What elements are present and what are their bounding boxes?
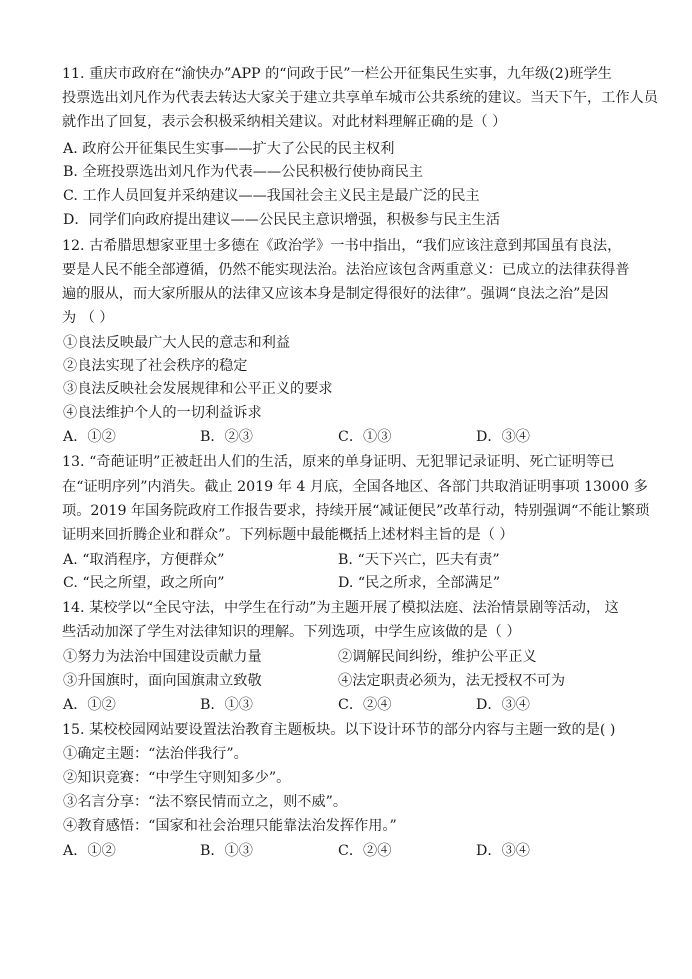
q13-options-row-1 [63,550,623,570]
q15-options-row [63,841,623,861]
q13-option-a: A. “取消程序，方便群众” [63,552,225,568]
q12-options-row [63,427,623,447]
q13-stem-line-4: 证明来回折腾企业和群众”。下列标题中最能概括上述材料主旨的是（ ） [62,527,514,543]
q12-stem-line-2: 要是人民不能全部遵循，仍然不能实现法治。法治应该包含两重意义：已成立的法律获得普 [62,262,630,278]
q12-stem-line-1: 12. 古希腊思想家亚里士多德在《政治学》一书中指出，“我们应该注意到邦国虽有良法， [62,238,622,254]
q15-stem-line-1: 15. 某校校园网站要设置法治教育主题板块。以下设计环节的部分内容与主题一致的是( ) [62,722,616,738]
q14-option-a: A．①② [63,697,116,713]
q15-item-2: ②知识竞赛：“中学生守则知多少”。 [63,770,291,786]
q14-stem-line-1: 14. 某校学以“全民守法，中学生在行动”为主题开展了模拟法庭、法治情景剧等活动， 这 [62,600,619,616]
q15-option-b: B．①③ [200,843,253,859]
q13-stem-line-2: 在“证明序列”内消失。截止 2019 年 4 月底，全国各地区、各部门共取消证明事项 13000 多 [62,479,648,495]
q11-option-a: A. 政府公开征集民生实事——扩大了公民的民主权利 [63,141,395,157]
q11-option-d: D．同学们向政府提出建议——公民民主意识增强，积极参与民主生活 [63,212,501,228]
q14-option-c: C．②④ [338,697,392,713]
q13-stem-line-3: 项。2019 年国务院政府工作报告要求，持续开展“减证便民”改革行动，特别强调“不能让繁琐 [62,503,650,519]
q15-option-a: A．①② [63,843,116,859]
q13-option-c: C. “民之所望，政之所向” [63,575,225,591]
q11-stem-line-1: 11. 重庆市政府在“渝快办”APP 的“问政于民”一栏公开征集民生实事，九年级(2)班学生 [62,66,612,82]
q12-option-b: B．②③ [200,429,253,445]
q11-option-b: B. 全班投票选出刘凡作为代表——公民积极行使协商民主 [63,164,423,180]
q14-option-d: D．③④ [476,697,530,713]
q12-option-c: C．①③ [338,429,392,445]
q12-item-1: ①良法反映最广大人民的意志和利益 [63,335,291,351]
q12-option-d: D．③④ [476,429,530,445]
q14-item-1: ①努力为法治中国建设贡献力量 [63,649,262,665]
q14-items-row-1 [63,647,623,667]
q15-item-3: ③名言分享：“法不察民情而立之，则不威”。 [63,794,348,810]
q13-option-d: D. “民之所求，全部满足” [338,575,501,591]
q12-item-2: ②良法实现了社会秩序的稳定 [63,358,248,374]
q11-option-c: C. 工作人员回复并采纳建议——我国社会主义民主是最广泛的民主 [63,188,480,204]
q13-options-row-2 [63,573,623,593]
q14-item-4: ④法定职责必须为，法无授权不可为 [338,673,566,689]
q14-item-3: ③升国旗时，面向国旗肃立致敬 [63,673,262,689]
q14-option-b: B．①③ [200,697,253,713]
q15-item-4: ④教育感悟：“国家和社会治理只能靠法治发挥作用。” [63,818,397,834]
q12-stem-line-4: 为 （ ） [62,310,114,326]
q15-option-d: D．③④ [476,843,530,859]
q12-option-a: A．①② [63,429,116,445]
q12-stem-line-3: 遍的服从，而大家所服从的法律又应该本身是制定得很好的法律”。强调“良法之治”是因 [62,286,609,302]
q14-stem-line-2: 些活动加深了学生对法律知识的理解。下列选项，中学生应该做的是（ ） [62,624,521,640]
q15-option-c: C．②④ [338,843,392,859]
q11-stem-line-2: 投票选出刘凡作为代表去转达大家关于建立共享单车城市公共系统的建议。当天下午，工作人员 [62,90,658,106]
q14-options-row [63,695,623,715]
q13-stem-line-1: 13. “奇葩证明”正被赶出人们的生活，原来的单身证明、无犯罪记录证明、死亡证明等已 [62,454,615,470]
q15-item-1: ①确定主题：“法治伴我行”。 [63,746,248,762]
q12-item-3: ③良法反映社会发展规律和公平正义的要求 [63,381,333,397]
q13-option-b: B. “天下兴亡，匹夫有责” [338,552,500,568]
q14-items-row-2 [63,671,623,691]
q14-item-2: ②调解民间纠纷，维护公平正义 [338,649,537,665]
q11-stem-line-3: 就作出了回复，表示会积极采纳相关建议。对此材料理解正确的是（ ） [62,114,507,130]
q12-item-4: ④良法维护个人的一切利益诉求 [63,405,262,421]
